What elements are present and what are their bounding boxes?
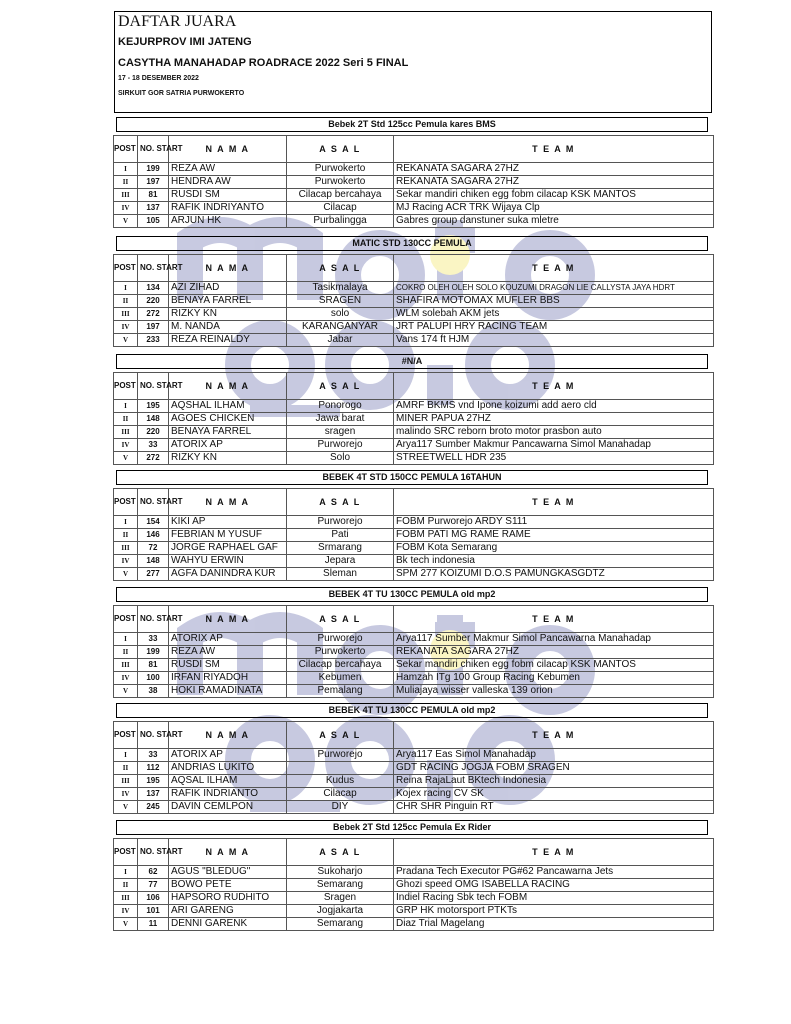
cell-nama: ARJUN HK — [169, 215, 287, 228]
cell-pos: II — [114, 295, 138, 308]
cell-asal: solo — [287, 308, 394, 321]
cell-team: Gabres group danstuner suka mletre — [394, 215, 714, 228]
cell-asal: Sragen — [287, 892, 394, 905]
cell-team: FOBM PATI MG RAME RAME — [394, 529, 714, 542]
table-row — [114, 202, 714, 215]
cell-no-start: 100 — [138, 672, 169, 685]
table-row — [114, 749, 714, 762]
cell-team: GRP HK motorsport PTKTs — [394, 905, 714, 918]
cell-pos: I — [114, 866, 138, 879]
table-row — [114, 400, 714, 413]
section-title: MATIC STD 130CC PEMULA — [116, 236, 708, 251]
cell-asal: Purbalingga — [287, 215, 394, 228]
cell-team: COKRO OLEH OLEH SOLO KOUZUMI DRAGON LIE CALLYSTA JAYA HDRT — [394, 282, 714, 295]
cell-team: Hamzah ITg 100 Group Racing Kebumen — [394, 672, 714, 685]
col-header-asal: A S A L — [287, 606, 394, 633]
cell-nama: RUSDI SM — [169, 189, 287, 202]
table-row — [114, 439, 714, 452]
col-header-nama: N A M A — [169, 606, 287, 633]
cell-team: CHR SHR Pinguin RT — [394, 801, 714, 814]
cell-no-start: 33 — [138, 633, 169, 646]
table-row — [114, 788, 714, 801]
cell-asal: Cilacap — [287, 202, 394, 215]
cell-no-start: 154 — [138, 516, 169, 529]
cell-nama: ATORIX AP — [169, 439, 287, 452]
cell-no-start: 148 — [138, 555, 169, 568]
cell-pos: II — [114, 413, 138, 426]
header-title: DAFTAR JUARA — [118, 13, 237, 30]
col-header-asal: A S A L — [287, 722, 394, 749]
cell-nama: DENNI GARENK — [169, 918, 287, 931]
cell-asal: Sukoharjo — [287, 866, 394, 879]
col-header-nama: N A M A — [169, 255, 287, 282]
cell-pos: III — [114, 189, 138, 202]
cell-pos: V — [114, 568, 138, 581]
table-row — [114, 659, 714, 672]
cell-asal: Jawa barat — [287, 413, 394, 426]
cell-nama: RUSDI SM — [169, 659, 287, 672]
col-header-team: T E A M — [394, 373, 714, 400]
cell-no-start: 233 — [138, 334, 169, 347]
results-table — [113, 254, 714, 347]
cell-team: Muliajaya wisser valleska 139 orion — [394, 685, 714, 698]
results-table — [113, 372, 714, 465]
cell-pos: IV — [114, 905, 138, 918]
table-row — [114, 308, 714, 321]
header-date: 17 - 18 DESEMBER 2022 — [118, 75, 199, 82]
table-row — [114, 176, 714, 189]
cell-nama: HAPSORO RUDHITO — [169, 892, 287, 905]
table-row — [114, 529, 714, 542]
cell-pos: III — [114, 892, 138, 905]
cell-nama: ATORIX AP — [169, 633, 287, 646]
cell-no-start: 62 — [138, 866, 169, 879]
table-row — [114, 918, 714, 931]
col-header-no-start: NO. START — [138, 839, 169, 866]
cell-no-start: 137 — [138, 202, 169, 215]
cell-nama: JORGE RAPHAEL GAF — [169, 542, 287, 555]
cell-nama: DAVIN CEMLPON — [169, 801, 287, 814]
col-header-pos: POST — [114, 489, 138, 516]
cell-team: AMRF BKMS vnd Ipone koizumi add aero cld — [394, 400, 714, 413]
cell-team: Pradana Tech Executor PG#62 Pancawarna Jets — [394, 866, 714, 879]
cell-no-start: 277 — [138, 568, 169, 581]
cell-team: Sekar mandiri chiken egg fobm cilacap KSK MANTOS — [394, 659, 714, 672]
cell-team: GDT RACING JOGJA FOBM SRAGEN — [394, 762, 714, 775]
col-header-team: T E A M — [394, 255, 714, 282]
cell-no-start: 112 — [138, 762, 169, 775]
cell-pos: V — [114, 215, 138, 228]
table-row — [114, 633, 714, 646]
table-row — [114, 163, 714, 176]
table-header-row — [114, 606, 714, 633]
cell-nama: WAHYU ERWIN — [169, 555, 287, 568]
cell-nama: HENDRA AW — [169, 176, 287, 189]
cell-asal: Semarang — [287, 918, 394, 931]
table-row — [114, 801, 714, 814]
cell-asal: Purwokerto — [287, 646, 394, 659]
cell-nama: FEBRIAN M YUSUF — [169, 529, 287, 542]
table-row — [114, 426, 714, 439]
section-title: Bebek 2T Std 125cc Pemula Ex Rider — [116, 820, 708, 835]
cell-team: Ghozi speed OMG ISABELLA RACING — [394, 879, 714, 892]
results-table — [113, 135, 714, 228]
cell-asal: Kudus — [287, 775, 394, 788]
col-header-no-start: NO. START — [138, 489, 169, 516]
cell-pos: IV — [114, 439, 138, 452]
cell-nama: REZA AW — [169, 163, 287, 176]
table-row — [114, 762, 714, 775]
col-header-asal: A S A L — [287, 373, 394, 400]
section-title: Bebek 2T Std 125cc Pemula kares BMS — [116, 117, 708, 132]
cell-no-start: 220 — [138, 295, 169, 308]
col-header-asal: A S A L — [287, 489, 394, 516]
col-header-nama: N A M A — [169, 136, 287, 163]
cell-pos: I — [114, 282, 138, 295]
cell-no-start: 197 — [138, 176, 169, 189]
cell-pos: V — [114, 685, 138, 698]
cell-no-start: 33 — [138, 439, 169, 452]
cell-no-start: 105 — [138, 215, 169, 228]
cell-nama: RIZKY KN — [169, 308, 287, 321]
table-row — [114, 295, 714, 308]
cell-team: Diaz Trial Magelang — [394, 918, 714, 931]
table-row — [114, 334, 714, 347]
cell-no-start: 101 — [138, 905, 169, 918]
results-table — [113, 838, 714, 931]
cell-team: FOBM Purworejo ARDY S111 — [394, 516, 714, 529]
col-header-nama: N A M A — [169, 373, 287, 400]
cell-asal: Solo — [287, 452, 394, 465]
cell-nama: IRFAN RIYADOH — [169, 672, 287, 685]
cell-nama: REZA AW — [169, 646, 287, 659]
cell-no-start: 197 — [138, 321, 169, 334]
cell-asal: Srmarang — [287, 542, 394, 555]
cell-nama: BENAYA FARREL — [169, 295, 287, 308]
cell-pos: II — [114, 646, 138, 659]
col-header-pos: POST — [114, 136, 138, 163]
cell-asal — [287, 762, 394, 775]
cell-team: Arya117 Sumber Makmur Pancawarna Simol Manahadap — [394, 439, 714, 452]
col-header-nama: N A M A — [169, 489, 287, 516]
cell-pos: V — [114, 918, 138, 931]
cell-asal: Sleman — [287, 568, 394, 581]
cell-asal: KARANGANYAR — [287, 321, 394, 334]
cell-no-start: 195 — [138, 400, 169, 413]
table-row — [114, 672, 714, 685]
table-header-row — [114, 839, 714, 866]
table-row — [114, 282, 714, 295]
table-row — [114, 189, 714, 202]
cell-nama: RAFIK INDRIYANTO — [169, 202, 287, 215]
cell-pos: IV — [114, 788, 138, 801]
cell-asal: Ponorogo — [287, 400, 394, 413]
cell-no-start: 272 — [138, 308, 169, 321]
col-header-no-start: NO. START — [138, 606, 169, 633]
cell-team: FOBM Kota Semarang — [394, 542, 714, 555]
cell-no-start: 33 — [138, 749, 169, 762]
cell-no-start: 11 — [138, 918, 169, 931]
cell-team: SPM 277 KOIZUMI D.O.S PAMUNGKASGDTZ — [394, 568, 714, 581]
cell-asal: Cilacap bercahaya — [287, 659, 394, 672]
cell-asal: Jabar — [287, 334, 394, 347]
header-venue: SIRKUIT GOR SATRIA PURWOKERTO — [118, 90, 245, 97]
cell-team: STREETWELL HDR 235 — [394, 452, 714, 465]
table-row — [114, 321, 714, 334]
cell-pos: II — [114, 529, 138, 542]
cell-team: WLM solebah AKM jets — [394, 308, 714, 321]
col-header-pos: POST — [114, 722, 138, 749]
cell-pos: I — [114, 516, 138, 529]
cell-team: Arya117 Eas Simol Manahadap — [394, 749, 714, 762]
col-header-team: T E A M — [394, 839, 714, 866]
cell-pos: I — [114, 400, 138, 413]
table-header-row — [114, 373, 714, 400]
cell-pos: V — [114, 801, 138, 814]
cell-no-start: 272 — [138, 452, 169, 465]
cell-asal: Jogjakarta — [287, 905, 394, 918]
table-row — [114, 413, 714, 426]
col-header-pos: POST — [114, 606, 138, 633]
table-row — [114, 516, 714, 529]
cell-pos: V — [114, 334, 138, 347]
cell-asal: sragen — [287, 426, 394, 439]
cell-team: Sekar mandiri chiken egg fobm cilacap KSK MANTOS — [394, 189, 714, 202]
cell-nama: HOKI RAMADINATA — [169, 685, 287, 698]
cell-no-start: 199 — [138, 646, 169, 659]
cell-no-start: 81 — [138, 189, 169, 202]
cell-no-start: 146 — [138, 529, 169, 542]
table-row — [114, 568, 714, 581]
col-header-no-start: NO. START — [138, 136, 169, 163]
cell-pos: II — [114, 176, 138, 189]
table-row — [114, 879, 714, 892]
cell-pos: I — [114, 633, 138, 646]
cell-pos: III — [114, 308, 138, 321]
cell-nama: ATORIX AP — [169, 749, 287, 762]
cell-pos: IV — [114, 555, 138, 568]
header-championship: KEJURPROV IMI JATENG — [118, 36, 252, 48]
cell-nama: AGUS "BLEDUG" — [169, 866, 287, 879]
table-row — [114, 542, 714, 555]
cell-no-start: 38 — [138, 685, 169, 698]
cell-no-start: 137 — [138, 788, 169, 801]
col-header-nama: N A M A — [169, 722, 287, 749]
cell-team: MJ Racing ACR TRK Wijaya Clp — [394, 202, 714, 215]
document-header — [114, 11, 712, 113]
cell-asal: Purworejo — [287, 633, 394, 646]
col-header-asal: A S A L — [287, 136, 394, 163]
col-header-team: T E A M — [394, 722, 714, 749]
col-header-pos: POST — [114, 373, 138, 400]
cell-no-start: 106 — [138, 892, 169, 905]
cell-team: REKANATA SAGARA 27HZ — [394, 646, 714, 659]
col-header-asal: A S A L — [287, 255, 394, 282]
cell-no-start: 148 — [138, 413, 169, 426]
col-header-pos: POST — [114, 839, 138, 866]
cell-nama: KIKI AP — [169, 516, 287, 529]
cell-nama: AQSHAL ILHAM — [169, 400, 287, 413]
col-header-no-start: NO. START — [138, 722, 169, 749]
cell-no-start: 81 — [138, 659, 169, 672]
cell-no-start: 220 — [138, 426, 169, 439]
cell-nama: AQSAL ILHAM — [169, 775, 287, 788]
table-row — [114, 215, 714, 228]
cell-team: Kojex racing CV SK — [394, 788, 714, 801]
cell-nama: BOWO PETE — [169, 879, 287, 892]
cell-team: Bk tech indonesia — [394, 555, 714, 568]
cell-team: JRT PALUPI HRY RACING TEAM — [394, 321, 714, 334]
col-header-team: T E A M — [394, 136, 714, 163]
cell-asal: Kebumen — [287, 672, 394, 685]
section-title: BEBEK 4T TU 130CC PEMULA old mp2 — [116, 587, 708, 602]
cell-no-start: 245 — [138, 801, 169, 814]
cell-asal: Semarang — [287, 879, 394, 892]
table-row — [114, 685, 714, 698]
cell-asal: Pati — [287, 529, 394, 542]
section-title: BEBEK 4T TU 130CC PEMULA old mp2 — [116, 703, 708, 718]
cell-asal: Jepara — [287, 555, 394, 568]
cell-asal: Purwokerto — [287, 176, 394, 189]
cell-asal: Pemalang — [287, 685, 394, 698]
cell-nama: AGOES CHICKEN — [169, 413, 287, 426]
table-row — [114, 775, 714, 788]
cell-no-start: 72 — [138, 542, 169, 555]
cell-asal: Cilacap bercahaya — [287, 189, 394, 202]
cell-pos: I — [114, 749, 138, 762]
cell-team: REKANATA SAGARA 27HZ — [394, 176, 714, 189]
cell-team: SHAFIRA MOTOMAX MUFLER BBS — [394, 295, 714, 308]
table-header-row — [114, 722, 714, 749]
cell-no-start: 195 — [138, 775, 169, 788]
cell-nama: ARI GARENG — [169, 905, 287, 918]
cell-pos: IV — [114, 321, 138, 334]
cell-pos: III — [114, 426, 138, 439]
table-row — [114, 452, 714, 465]
cell-team: Vans 174 ft HJM — [394, 334, 714, 347]
col-header-pos: POST — [114, 255, 138, 282]
cell-team: malindo SRC reborn broto motor prasbon auto — [394, 426, 714, 439]
cell-team: Indiel Racing Sbk tech FOBM — [394, 892, 714, 905]
cell-nama: RIZKY KN — [169, 452, 287, 465]
cell-asal: Purworejo — [287, 439, 394, 452]
cell-asal: Tasikmalaya — [287, 282, 394, 295]
section-title: BEBEK 4T STD 150CC PEMULA 16TAHUN — [116, 470, 708, 485]
results-table — [113, 721, 714, 814]
cell-no-start: 199 — [138, 163, 169, 176]
cell-team: MINER PAPUA 27HZ — [394, 413, 714, 426]
cell-asal: SRAGEN — [287, 295, 394, 308]
cell-no-start: 134 — [138, 282, 169, 295]
cell-asal: Cilacap — [287, 788, 394, 801]
table-header-row — [114, 489, 714, 516]
header-event: CASYTHA MANAHADAP ROADRACE 2022 Seri 5 FINAL — [118, 57, 409, 69]
cell-no-start: 77 — [138, 879, 169, 892]
table-header-row — [114, 136, 714, 163]
col-header-team: T E A M — [394, 606, 714, 633]
cell-nama: M. NANDA — [169, 321, 287, 334]
cell-nama: BENAYA FARREL — [169, 426, 287, 439]
cell-pos: II — [114, 879, 138, 892]
cell-pos: III — [114, 775, 138, 788]
section-title: #N/A — [116, 354, 708, 369]
results-table — [113, 488, 714, 581]
cell-pos: IV — [114, 202, 138, 215]
cell-nama: AGFA DANINDRA KUR — [169, 568, 287, 581]
cell-pos: IV — [114, 672, 138, 685]
cell-nama: RAFIK INDRIANTO — [169, 788, 287, 801]
col-header-no-start: NO. START — [138, 373, 169, 400]
table-row — [114, 892, 714, 905]
results-table — [113, 605, 714, 698]
col-header-asal: A S A L — [287, 839, 394, 866]
cell-nama: AZI ZIHAD — [169, 282, 287, 295]
cell-nama: ANDRIAS LUKITO — [169, 762, 287, 775]
col-header-no-start: NO. START — [138, 255, 169, 282]
cell-pos: III — [114, 542, 138, 555]
cell-asal: Purworejo — [287, 749, 394, 762]
cell-team: Arya117 Sumber Makmur Simol Pancawarna Manahadap — [394, 633, 714, 646]
cell-asal: Purworejo — [287, 516, 394, 529]
cell-team: Reina RajaLaut BKtech Indonesia — [394, 775, 714, 788]
col-header-team: T E A M — [394, 489, 714, 516]
table-header-row — [114, 255, 714, 282]
cell-team: REKANATA SAGARA 27HZ — [394, 163, 714, 176]
col-header-nama: N A M A — [169, 839, 287, 866]
cell-asal: DIY — [287, 801, 394, 814]
table-row — [114, 866, 714, 879]
cell-nama: REZA REINALDY — [169, 334, 287, 347]
table-row — [114, 646, 714, 659]
cell-pos: V — [114, 452, 138, 465]
cell-pos: II — [114, 762, 138, 775]
cell-pos: III — [114, 659, 138, 672]
table-row — [114, 905, 714, 918]
cell-pos: I — [114, 163, 138, 176]
cell-asal: Purwokerto — [287, 163, 394, 176]
table-row — [114, 555, 714, 568]
